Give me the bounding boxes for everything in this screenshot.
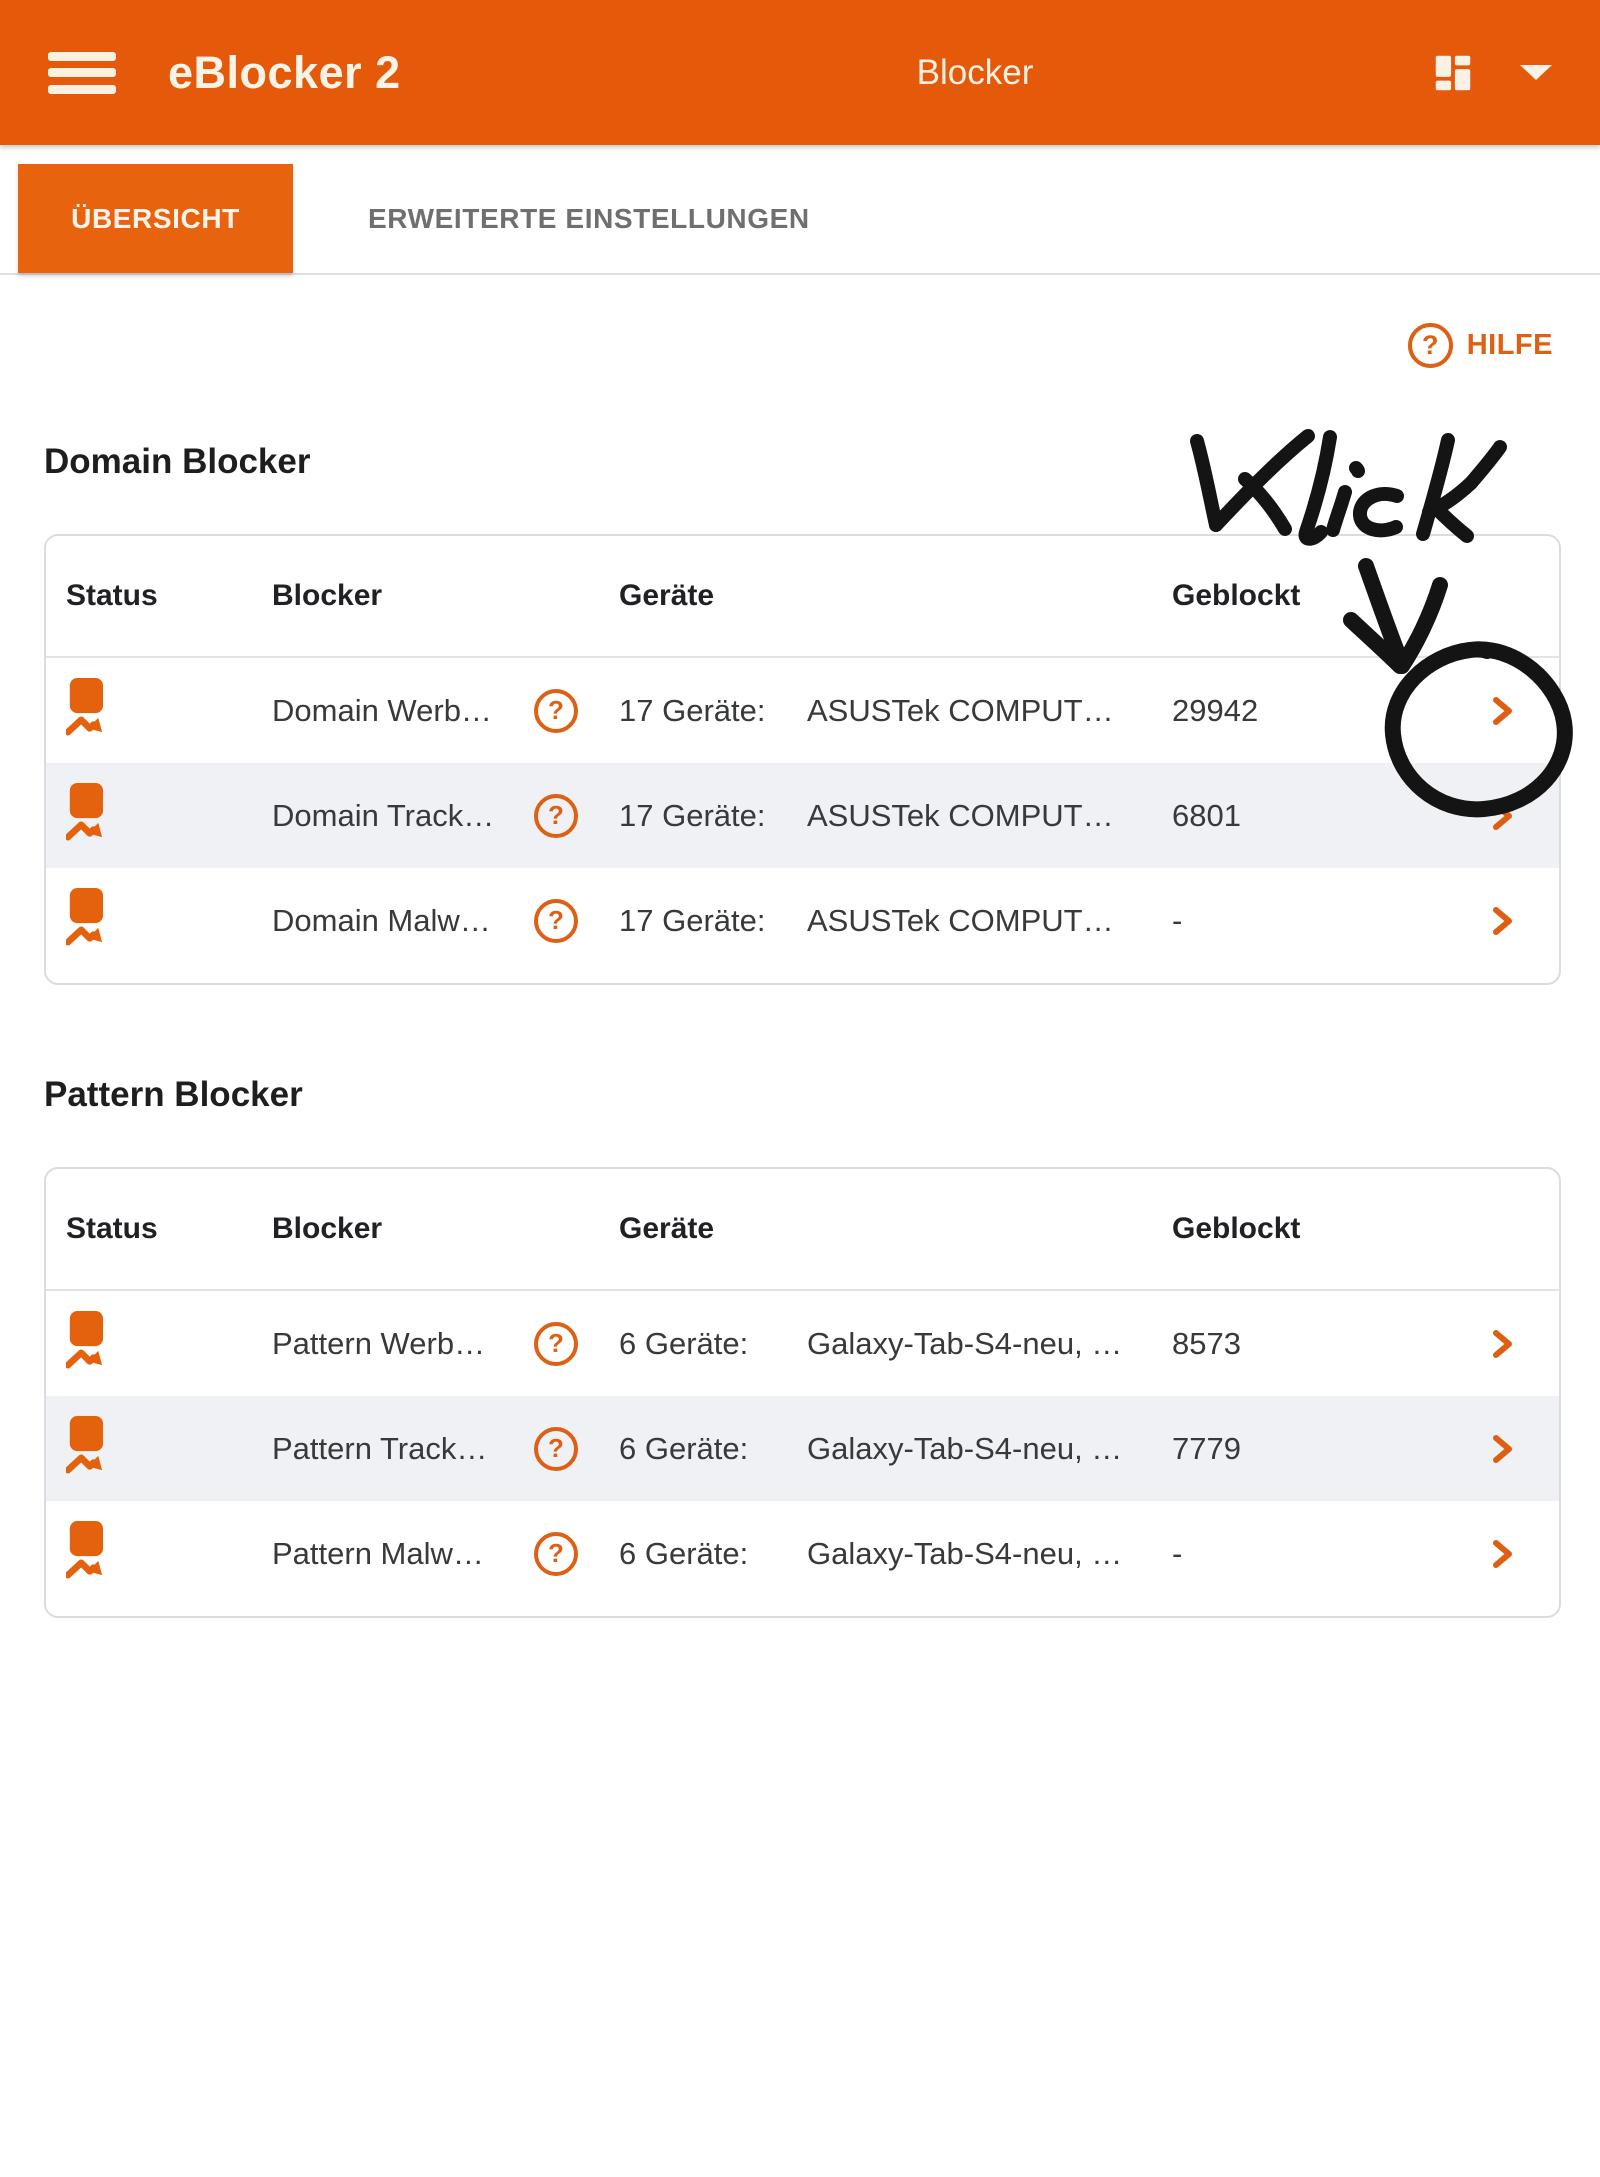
help-link[interactable] — [44, 323, 1553, 368]
question-icon[interactable]: ? — [534, 689, 578, 733]
chevron-right-icon — [1489, 1538, 1515, 1570]
tab-bar — [0, 164, 1600, 275]
row-details-button[interactable] — [1444, 800, 1559, 832]
question-icon[interactable]: ? — [534, 1532, 578, 1576]
status-icon[interactable] — [66, 1310, 104, 1369]
col-geblockt: Geblockt — [1172, 1212, 1301, 1245]
blocked-count: - — [1172, 1535, 1183, 1571]
chevron-right-icon — [1489, 1433, 1515, 1465]
device-names: ASUSTek COMPUT… — [807, 797, 1114, 833]
app-bar — [0, 0, 1600, 145]
tab-uebersicht[interactable]: ÜBERSICHT — [18, 164, 293, 273]
table-row[interactable] — [46, 1396, 1559, 1501]
blocker-name: Pattern Track… — [272, 1430, 488, 1466]
device-names: ASUSTek COMPUT… — [807, 692, 1114, 728]
device-count: 17 Geräte: — [619, 797, 766, 833]
col-geblockt: Geblockt — [1172, 579, 1301, 612]
device-names: Galaxy-Tab-S4-neu, … — [807, 1325, 1123, 1361]
question-icon[interactable]: ? — [534, 794, 578, 838]
col-blocker: Blocker — [272, 1212, 383, 1245]
row-details-button[interactable] — [1444, 1433, 1559, 1465]
question-icon[interactable]: ? — [534, 1427, 578, 1471]
device-count: 6 Geräte: — [619, 1430, 749, 1466]
page-title: Blocker — [916, 52, 1034, 92]
device-names: Galaxy-Tab-S4-neu, … — [807, 1535, 1123, 1571]
chevron-right-icon — [1489, 905, 1515, 937]
device-count: 6 Geräte: — [619, 1325, 749, 1361]
status-icon[interactable] — [66, 887, 104, 946]
row-details-button[interactable] — [1444, 1328, 1559, 1360]
blocker-name: Pattern Malw… — [272, 1535, 484, 1571]
col-geraete: Geräte — [619, 579, 715, 612]
blocker-name: Pattern Werb… — [272, 1325, 486, 1361]
blocker-name: Domain Malw… — [272, 902, 491, 938]
circle-question-icon: ? — [1408, 323, 1453, 368]
blocked-count: 6801 — [1172, 797, 1241, 833]
table-row[interactable] — [46, 1291, 1559, 1396]
device-names: Galaxy-Tab-S4-neu, … — [807, 1430, 1123, 1466]
device-names: ASUSTek COMPUT… — [807, 902, 1114, 938]
blocked-count: 8573 — [1172, 1325, 1241, 1361]
domain-blocker-table — [44, 534, 1561, 985]
table-row[interactable] — [46, 763, 1559, 868]
col-status: Status — [66, 579, 158, 612]
chevron-down-icon — [1520, 65, 1552, 80]
table-row[interactable] — [46, 868, 1559, 973]
question-icon[interactable]: ? — [534, 1322, 578, 1366]
table-header-row — [46, 536, 1559, 658]
row-details-button[interactable] — [1444, 695, 1559, 727]
blocked-count: - — [1172, 902, 1183, 938]
status-icon[interactable] — [66, 677, 104, 736]
pattern-blocker-table — [44, 1167, 1561, 1618]
col-geraete: Geräte — [619, 1212, 715, 1245]
device-count: 17 Geräte: — [619, 902, 766, 938]
hamburger-menu-icon[interactable] — [48, 52, 116, 94]
chevron-right-icon — [1489, 800, 1515, 832]
hamburger-bar — [48, 68, 116, 77]
apps-menu-button[interactable] — [1430, 0, 1552, 145]
status-icon[interactable] — [66, 1415, 104, 1474]
table-row[interactable] — [46, 1501, 1559, 1606]
row-details-button[interactable] — [1444, 1538, 1559, 1570]
col-status: Status — [66, 1212, 158, 1245]
blocker-name: Domain Werb… — [272, 692, 492, 728]
blocked-count: 7779 — [1172, 1430, 1241, 1466]
blocked-count: 29942 — [1172, 692, 1259, 728]
col-blocker: Blocker — [272, 579, 383, 612]
chevron-right-icon — [1489, 695, 1515, 727]
device-count: 17 Geräte: — [619, 692, 766, 728]
table-row[interactable] — [46, 658, 1559, 763]
blocker-name: Domain Track… — [272, 797, 495, 833]
domain-blocker-heading: Domain Blocker — [44, 442, 311, 481]
tab-erweiterte-einstellungen[interactable]: ERWEITERTE EINSTELLUNGEN — [348, 164, 830, 273]
table-header-row — [46, 1169, 1559, 1291]
status-icon[interactable] — [66, 782, 104, 841]
row-details-button[interactable] — [1444, 905, 1559, 937]
status-icon[interactable] — [66, 1520, 104, 1579]
pattern-blocker-heading: Pattern Blocker — [44, 1075, 303, 1114]
app-title: eBlocker 2 — [168, 46, 401, 98]
help-label: HILFE — [1466, 329, 1553, 361]
hamburger-bar — [48, 85, 116, 94]
dashboard-icon — [1430, 49, 1476, 97]
hamburger-bar — [48, 52, 116, 61]
device-count: 6 Geräte: — [619, 1535, 749, 1571]
question-icon[interactable]: ? — [534, 899, 578, 943]
chevron-right-icon — [1489, 1328, 1515, 1360]
